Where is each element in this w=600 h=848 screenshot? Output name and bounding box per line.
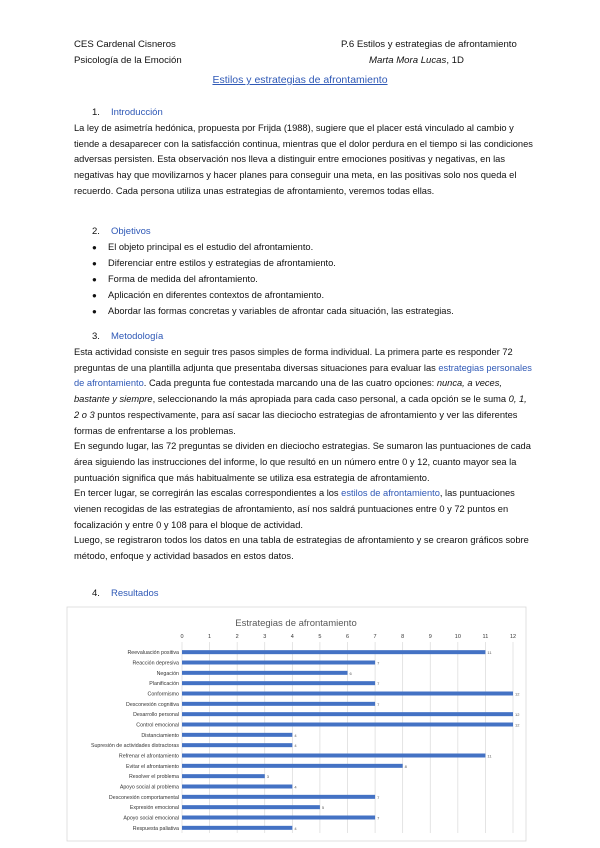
- intro-text: La ley de asimetría hedónica, propuesta por Frijda (1988), sugiere que el placer está vinculado al cambio y tiende a desaparecer con la satisfacción continua, mientras que el dolor perdura en el tiempo si las condiciones adversas persisten. Esta observación nos lleva a distinguir entre emociones positivas y negativas, en las negativas hay que movilizarnos y hacer planes para conseguir una meta, en las positivas solo nos queda el recuerdo. Cada persona utiliza unas estrategias de afrontamiento, veremos todas ellas.: [74, 123, 533, 196]
- data-label: 7: [377, 815, 380, 821]
- category-label: Apoyo social emocional: [123, 815, 179, 822]
- category-label: Desconexión comportamental: [108, 794, 179, 801]
- header-assignment: P.6 Estilos y estrategias de afrontamiento: [341, 39, 517, 50]
- bar: [182, 785, 292, 789]
- x-tick-label: 2: [235, 634, 239, 640]
- data-label: 4: [294, 825, 297, 831]
- header-subject: Psicología de la Emoción: [74, 55, 182, 66]
- bar: [182, 661, 375, 665]
- bar: [182, 754, 485, 758]
- category-label: Desconexión cognitiva: [126, 701, 179, 708]
- category-label: Resolver el problema: [128, 774, 179, 781]
- bar: [182, 826, 292, 830]
- data-label: 4: [294, 732, 297, 738]
- x-tick-label: 0: [180, 634, 184, 640]
- category-label: Expresión emocional: [129, 805, 179, 812]
- category-label: Evitar el afrontamiento: [126, 763, 179, 770]
- bar: [182, 702, 375, 706]
- bar: [182, 795, 375, 799]
- x-tick-label: 7: [373, 634, 377, 640]
- category-label: Respuesta paliativa: [132, 825, 179, 832]
- section-title: Metodología: [111, 331, 164, 342]
- list-item: ● Abordar las formas concretas y variables de afrontar cada situación, las estrategias.: [92, 304, 454, 320]
- strategies-link[interactable]: estrategias personales de afrontamiento: [74, 362, 532, 389]
- bar: [182, 671, 348, 675]
- bar: [182, 816, 375, 820]
- data-label: 12: [515, 691, 520, 697]
- bar: [182, 774, 265, 778]
- section-title: Resultados: [111, 588, 159, 599]
- data-label: 6: [349, 670, 352, 676]
- method-p4: Luego, se registraron todos los datos en una tabla de estrategias de afrontamiento y se crearon gráficos sobre método, enfoque y actividad basados en estos datos.: [74, 535, 529, 562]
- category-label: Reevaluación positiva: [127, 650, 179, 657]
- x-tick-label: 5: [318, 634, 322, 640]
- section-number: 3.: [92, 331, 100, 342]
- data-label: 3: [266, 774, 269, 780]
- x-tick-label: 10: [454, 634, 461, 640]
- x-tick-label: 1: [208, 634, 212, 640]
- data-label: 7: [377, 681, 380, 687]
- data-label: 4: [294, 784, 297, 790]
- data-label: 7: [377, 794, 380, 800]
- bar: [182, 743, 292, 747]
- bar: [182, 681, 375, 685]
- x-tick-label: 12: [509, 634, 517, 640]
- bar: [182, 805, 320, 809]
- section-number: 4.: [92, 588, 100, 599]
- data-label: 5: [321, 805, 325, 811]
- data-label: 7: [377, 660, 380, 666]
- header-school: CES Cardenal Cisneros: [74, 39, 176, 50]
- bar: [182, 764, 403, 768]
- list-item: ● Forma de medida del afrontamiento.: [92, 272, 454, 288]
- list-item: ● El objeto principal es el estudio del afrontamiento.: [92, 240, 454, 256]
- data-label: 8: [404, 763, 407, 769]
- category-label: Control emocional: [136, 722, 179, 729]
- method-p2: En segundo lugar, las 72 preguntas se dividen en dieciocho estrategias. Se sumaron las puntuaciones de cada área siguiendo las instrucciones del informe, lo que resultó en un número entre 0 y 12, cuanto mayor sea la puntuación significa que más habitualmente se utiliza esa estrategia de afrontamiento.: [74, 441, 531, 483]
- chart-title: Estrategias de afrontamiento: [235, 618, 357, 629]
- data-label: 11: [487, 753, 492, 759]
- data-label: 4: [294, 743, 297, 749]
- section-number: 1.: [92, 107, 100, 118]
- page-title: Estilos y estrategias de afrontamiento: [212, 74, 388, 86]
- x-tick-label: 4: [290, 634, 294, 640]
- data-label: 12: [515, 722, 520, 728]
- method-p3: En tercer lugar, se corregirán las escalas correspondientes a los estilos de afrontamiento, las puntuaciones vienen recogidas de las estrategias de afrontamiento, así nos saldrá puntuaciones entre 0 y 72 puntos en focalización y entre 0 y 108 para el bloque de actividad.: [74, 488, 515, 530]
- data-label: 11: [487, 650, 492, 656]
- list-item: ● Diferenciar entre estilos y estrategias de afrontamiento.: [92, 256, 454, 272]
- x-tick-label: 6: [345, 634, 350, 640]
- category-label: Distanciamiento: [141, 732, 179, 739]
- bar: [182, 692, 513, 696]
- section-title: Objetivos: [111, 226, 151, 237]
- header-group: , 1D: [446, 55, 464, 66]
- x-tick-label: 3: [263, 634, 267, 640]
- bar: [182, 712, 513, 716]
- x-tick-label: 8: [401, 634, 405, 640]
- section-title: Introducción: [111, 107, 163, 118]
- bar: [182, 733, 292, 737]
- styles-link[interactable]: estilos de afrontamiento: [341, 488, 440, 499]
- category-label: Supresión de actividades distractoras: [90, 743, 179, 750]
- bar: [182, 650, 485, 654]
- category-label: Negación: [156, 670, 179, 677]
- category-label: Refrenar el afrontamiento: [118, 753, 179, 760]
- header-author: Marta Mora Lucas: [369, 55, 447, 66]
- category-label: Planificación: [149, 681, 179, 688]
- list-item: ● Aplicación en diferentes contextos de afrontamiento.: [92, 288, 454, 304]
- section-number: 2.: [92, 226, 100, 237]
- x-tick-label: 11: [482, 634, 489, 640]
- category-label: Apoyo social al problema: [119, 784, 179, 791]
- bar: [182, 723, 513, 727]
- data-label: 12: [515, 712, 520, 718]
- method-p1: Esta actividad consiste en seguir tres pasos simples de forma individual. La primera parte es responder 72 preguntas de una plantilla adjunta que presentaba diversas situaciones para evaluar las estrategias personales de afrontamiento. Cada pregunta fue contestada marcando una de las cuatro opciones: nunca, a veces, bastante y siempre, seleccionando la más apropiada para cada caso personal, a cada opción se le suma 0, 1, 2 o 3 puntos respectivamente, para así sacar las dieciocho estrategias de afrontamiento y ver las diferentes formas de enfrentarse a los problemas.: [74, 347, 532, 436]
- category-label: Desarrollo personal: [133, 712, 179, 719]
- category-label: Conformismo: [147, 691, 179, 698]
- category-label: Reacción depresiva: [132, 660, 179, 667]
- data-label: 7: [377, 701, 380, 707]
- x-tick-label: 9: [428, 634, 432, 640]
